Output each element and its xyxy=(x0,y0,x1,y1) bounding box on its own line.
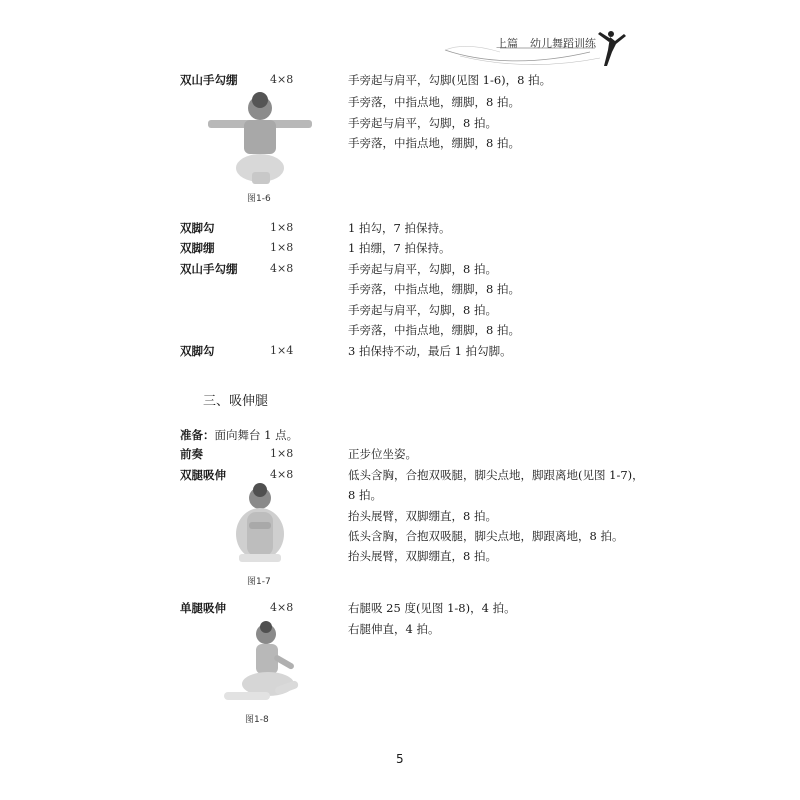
desc-line: 手旁落，中指点地，绷脚，8 拍。 xyxy=(348,136,520,150)
count-label: 4×8 xyxy=(270,601,294,614)
desc-line: 低头含胸，合抱双吸腿，脚尖点地，脚跟离地(见图 1-7)， xyxy=(348,468,644,482)
desc-line: 1 拍绷，7 拍保持。 xyxy=(348,241,451,255)
desc-line: 手旁落，中指点地，绷脚，8 拍。 xyxy=(348,282,520,296)
desc-line: 右腿吸 25 度(见图 1-8)，4 拍。 xyxy=(348,601,516,615)
desc-line: 8 拍。 xyxy=(348,488,382,502)
desc-line: 1 拍勾，7 拍保持。 xyxy=(348,221,451,235)
prep-label: 准备： xyxy=(180,428,215,442)
desc-line: 右腿伸直，4 拍。 xyxy=(348,622,440,636)
section-title: 三、吸伸腿 xyxy=(203,394,269,409)
desc-line: 抬头展臂，双脚绷直，8 拍。 xyxy=(348,509,497,523)
preparation-line xyxy=(180,424,298,443)
desc-line: 手旁落，中指点地，绷脚，8 拍。 xyxy=(348,95,520,109)
page-number: 5 xyxy=(396,752,404,766)
figure-caption: 图1-6 xyxy=(247,194,271,204)
desc-line: 正步位坐姿。 xyxy=(348,447,417,461)
count-label: 1×8 xyxy=(270,241,294,254)
desc-line: 手旁起与肩平，勾脚，8 拍。 xyxy=(348,116,497,130)
term-label: 双山手勾绷 xyxy=(180,262,238,276)
header-decoration xyxy=(440,22,640,72)
term-label: 双脚绷 xyxy=(180,241,215,255)
figure-1-6-photo xyxy=(200,90,320,190)
desc-line: 抬头展臂，双脚绷直，8 拍。 xyxy=(348,549,497,563)
figure-caption: 图1-8 xyxy=(245,715,269,725)
desc-line: 手旁落，中指点地，绷脚，8 拍。 xyxy=(348,323,520,337)
term-label: 双脚勾 xyxy=(180,344,215,358)
count-label: 1×8 xyxy=(270,221,294,234)
desc-line: 3 拍保持不动，最后 1 拍勾脚。 xyxy=(348,344,512,358)
desc-line: 手旁起与肩平，勾脚，8 拍。 xyxy=(348,303,497,317)
count-label: 1×4 xyxy=(270,344,294,357)
count-label: 4×8 xyxy=(270,468,294,481)
term-label: 双腿吸伸 xyxy=(180,468,226,482)
figure-caption: 图1-7 xyxy=(247,577,271,587)
term-label: 单腿吸伸 xyxy=(180,601,226,615)
header-chapter: 幼儿舞蹈训练 xyxy=(530,37,596,50)
term-label: 双山手勾绷 xyxy=(180,73,238,87)
desc-line: 手旁起与肩平，勾脚(见图 1-6)，8 拍。 xyxy=(348,73,552,87)
figure-1-8-photo xyxy=(218,618,308,708)
figure-1-7-photo xyxy=(225,482,295,567)
desc-line: 手旁起与肩平，勾脚，8 拍。 xyxy=(348,262,497,276)
term-label: 前奏 xyxy=(180,447,203,461)
dancer-logo-icon xyxy=(598,31,626,66)
count-label: 4×8 xyxy=(270,73,294,86)
header-part: 上篇 xyxy=(496,37,518,50)
count-label: 4×8 xyxy=(270,262,294,275)
prep-text: 面向舞台 1 点。 xyxy=(214,428,299,442)
count-label: 1×8 xyxy=(270,447,294,460)
term-label: 双脚勾 xyxy=(180,221,215,235)
desc-line: 低头含胸，合抱双吸腿，脚尖点地，脚跟离地，8 拍。 xyxy=(348,529,624,543)
